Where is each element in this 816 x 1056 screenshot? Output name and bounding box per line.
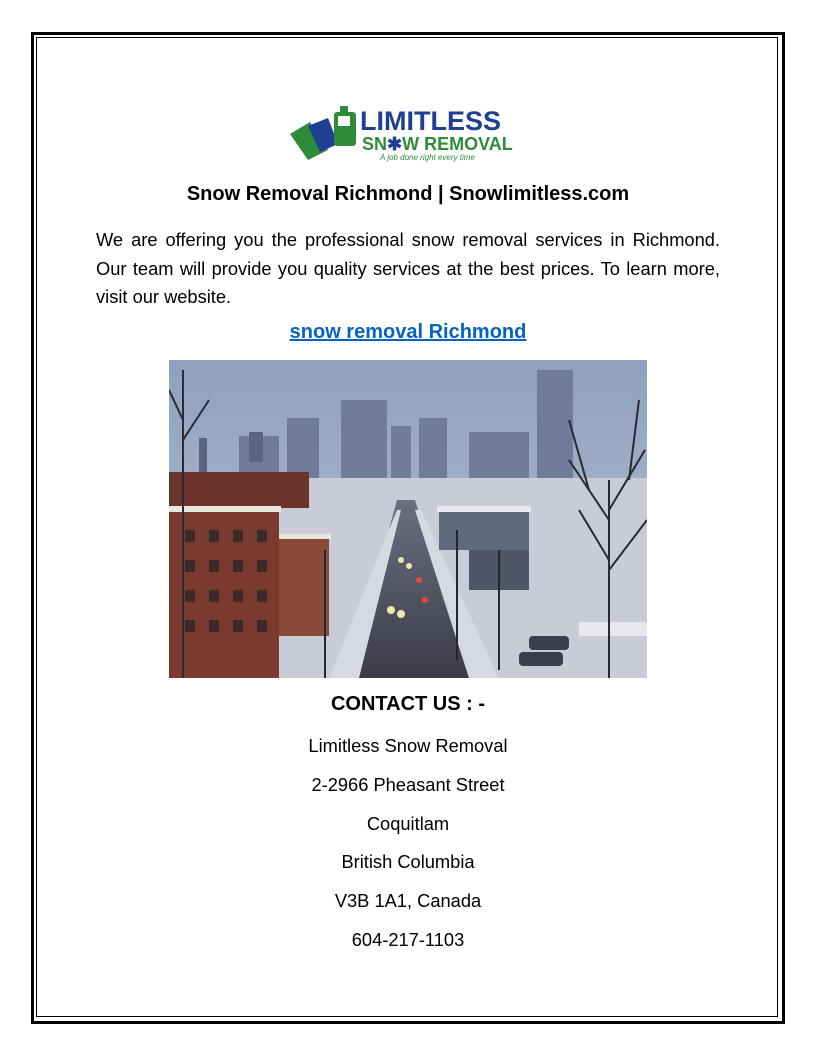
svg-text:SN✱W REMOVAL: SN✱W REMOVAL — [362, 134, 513, 154]
logo-word-limitless: LIMITLESS — [360, 106, 501, 136]
contact-heading: CONTACT US : - — [330, 693, 486, 715]
logo-tagline: A job done right every time — [380, 153, 475, 162]
contact-city: Coquitlam — [366, 813, 450, 834]
contact-company-name: Limitless Snow Removal — [308, 735, 508, 756]
contact-postal-code: V3B 1A1, Canada — [334, 890, 482, 911]
company-logo — [288, 104, 524, 162]
richmond-link-container — [96, 321, 720, 344]
contact-phone: 604-217-1103 — [351, 929, 465, 950]
logo-word-sn: SN — [362, 134, 388, 154]
snowy-city-street-photo — [169, 360, 647, 678]
page-title: Snow Removal Richmond | Snowlimitless.com — [186, 183, 630, 205]
contact-street: 2-2966 Pheasant Street — [311, 774, 505, 795]
snow-removal-richmond-link[interactable]: snow removal Richmond — [289, 321, 527, 343]
contact-province: British Columbia — [341, 851, 475, 872]
intro-paragraph: We are offering you the professional snow removal services in Richmond. Our team will provide you quality services at the best prices. To learn more, visit our website. — [96, 229, 720, 307]
logo-word-w-removal: W REMOVAL — [402, 134, 513, 154]
plow-truck-icon — [290, 106, 356, 160]
